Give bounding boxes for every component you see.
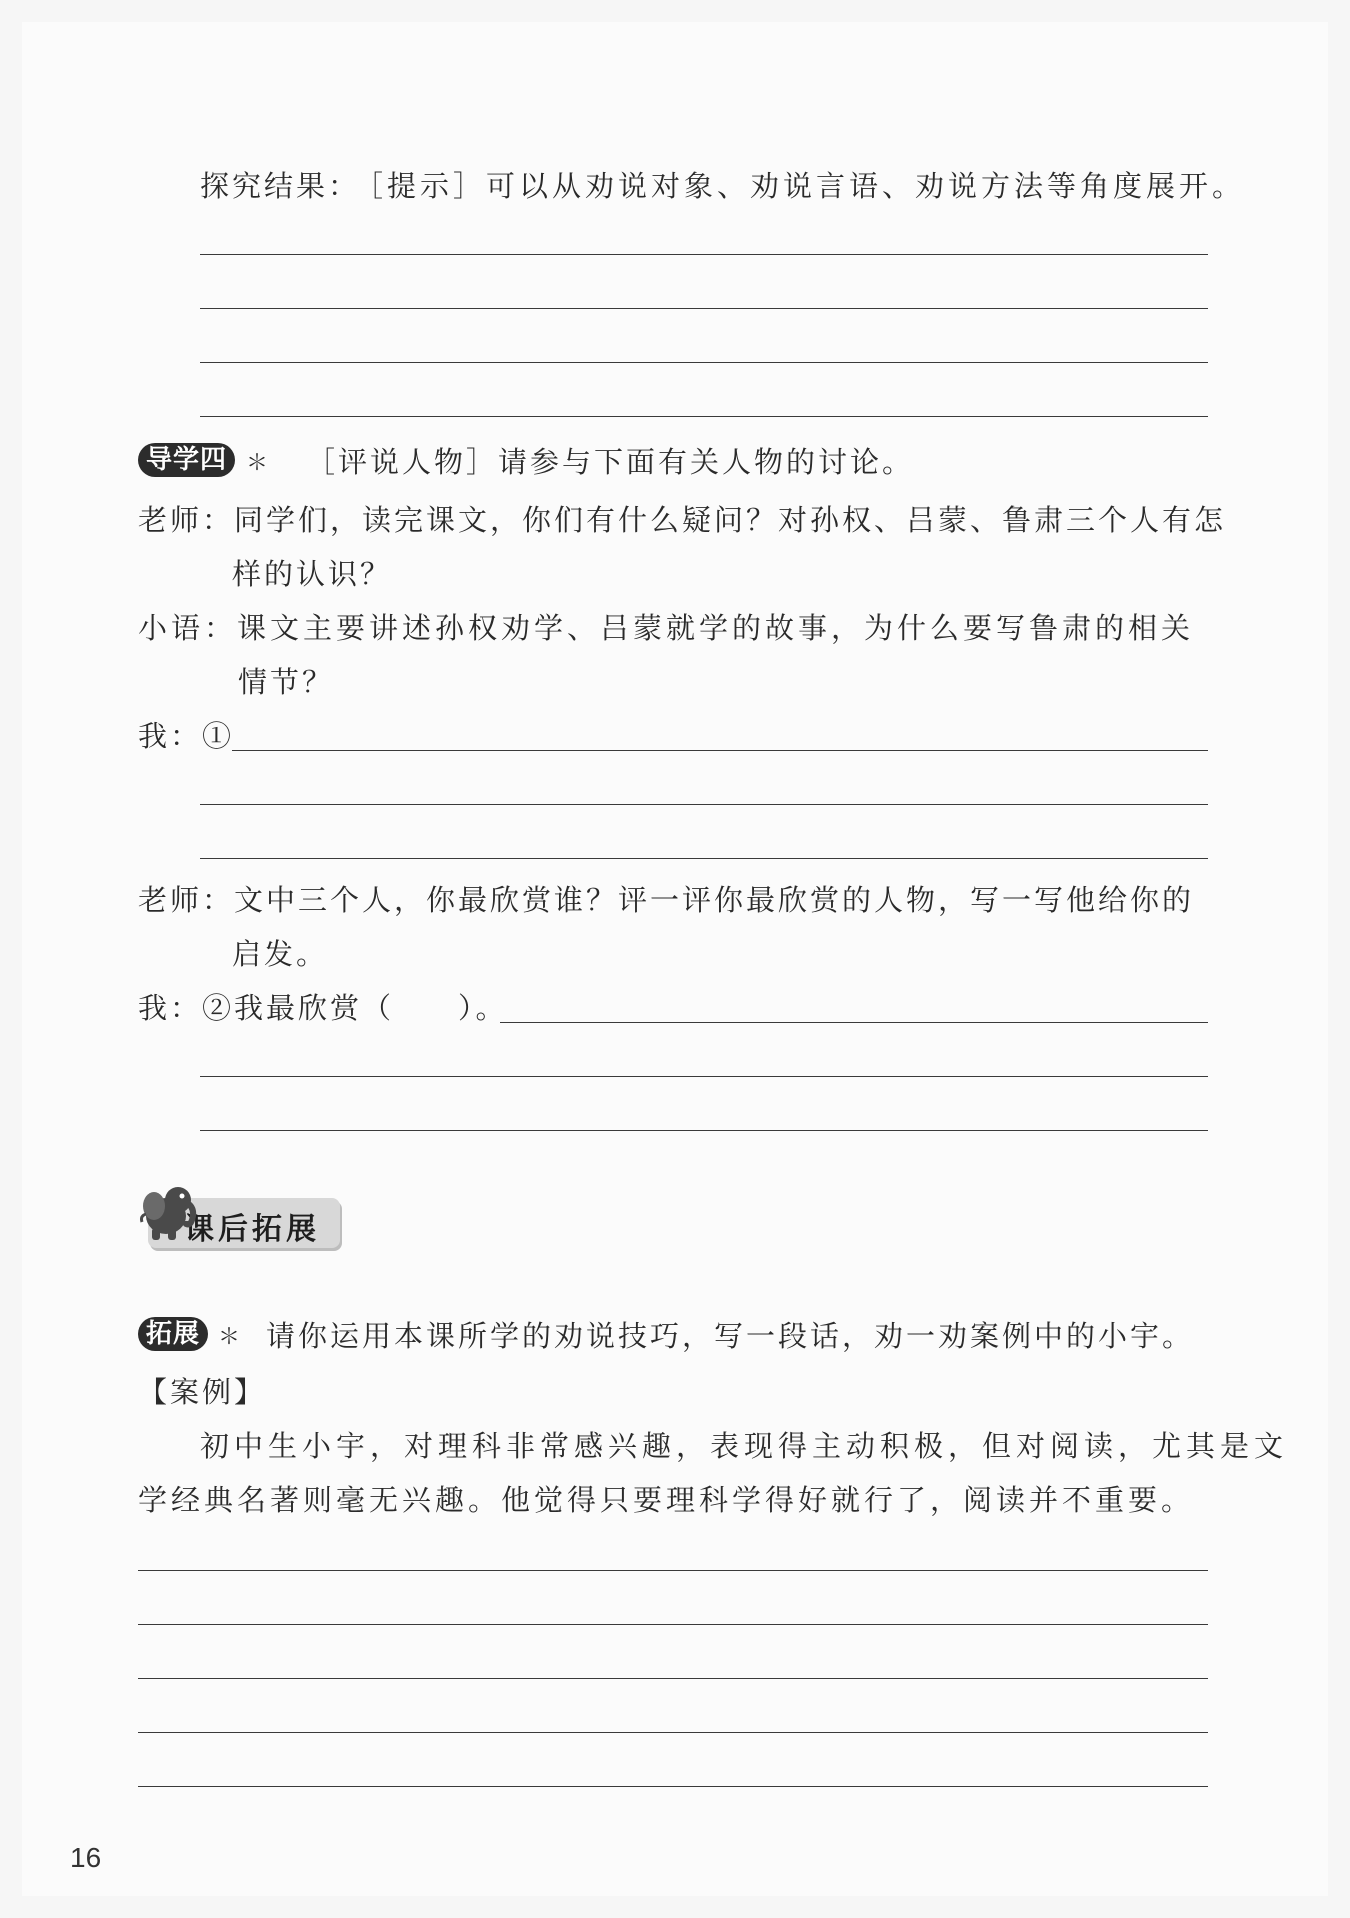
answer-line[interactable] xyxy=(200,254,1208,255)
answer-line[interactable] xyxy=(200,1130,1208,1131)
answer-line[interactable] xyxy=(200,416,1208,417)
answer-line[interactable] xyxy=(500,1022,1208,1023)
page-number: 16 xyxy=(70,1842,102,1873)
answer-line[interactable] xyxy=(200,804,1208,805)
guide4-instruction: ［评说人物］请参与下面有关人物的讨论。 xyxy=(306,445,915,479)
result-label: 探究结果： xyxy=(200,169,361,203)
teacher-question-1: 老师：同学们，读完课文，你们有什么疑问？对孙权、吕蒙、鲁肃三个人有怎 xyxy=(138,503,1227,537)
answer-line[interactable] xyxy=(138,1678,1208,1679)
my-answer-2-label: 我：②我最欣赏（ ）。 xyxy=(138,991,508,1025)
teacher-question-2: 老师：文中三个人，你最欣赏谁？评一评你最欣赏的人物，写一写他给你的 xyxy=(138,883,1195,917)
answer-line[interactable] xyxy=(200,1076,1208,1077)
extension-badge: 拓展 xyxy=(138,1317,208,1351)
answer-line[interactable] xyxy=(200,362,1208,363)
extension-instruction: 请你运用本课所学的劝说技巧，写一段话，劝一劝案例中的小宇。 xyxy=(266,1319,1195,1353)
answer-line[interactable] xyxy=(138,1732,1208,1733)
case-text-line-2: 学经典名著则毫无兴趣。他觉得只要理科学得好就行了，阅读并不重要。 xyxy=(138,1483,1195,1517)
xiaoyu-question-cont: 情节？ xyxy=(238,665,335,699)
guide4-badge: 导学四 xyxy=(138,443,235,477)
answer-line[interactable] xyxy=(200,308,1208,309)
section-title-text: 课后拓展 xyxy=(184,1212,320,1247)
my-answer-1-label: 我：① xyxy=(138,719,235,753)
teacher-question-2-cont: 启发。 xyxy=(232,937,329,971)
answer-line[interactable] xyxy=(138,1624,1208,1625)
workbook-page xyxy=(22,22,1328,1896)
case-label: 【案例】 xyxy=(138,1375,267,1409)
teacher-question-1-cont: 样的认识？ xyxy=(232,557,393,591)
result-hint: ［提示］可以从劝说对象、劝说言语、劝说方法等角度展开。 xyxy=(354,169,1246,203)
required-star: ＊ xyxy=(246,451,269,476)
answer-line[interactable] xyxy=(138,1786,1208,1787)
answer-line[interactable] xyxy=(200,858,1208,859)
elephant-mascot-icon xyxy=(138,1180,198,1244)
answer-line[interactable] xyxy=(138,1570,1208,1571)
required-star: ＊ xyxy=(218,1325,241,1350)
answer-line[interactable] xyxy=(232,750,1208,751)
case-text-line-1: 初中生小宇，对理科非常感兴趣，表现得主动积极，但对阅读，尤其是文 xyxy=(200,1429,1289,1463)
xiaoyu-question: 小语：课文主要讲述孙权劝学、吕蒙就学的故事，为什么要写鲁肃的相关 xyxy=(138,611,1195,645)
